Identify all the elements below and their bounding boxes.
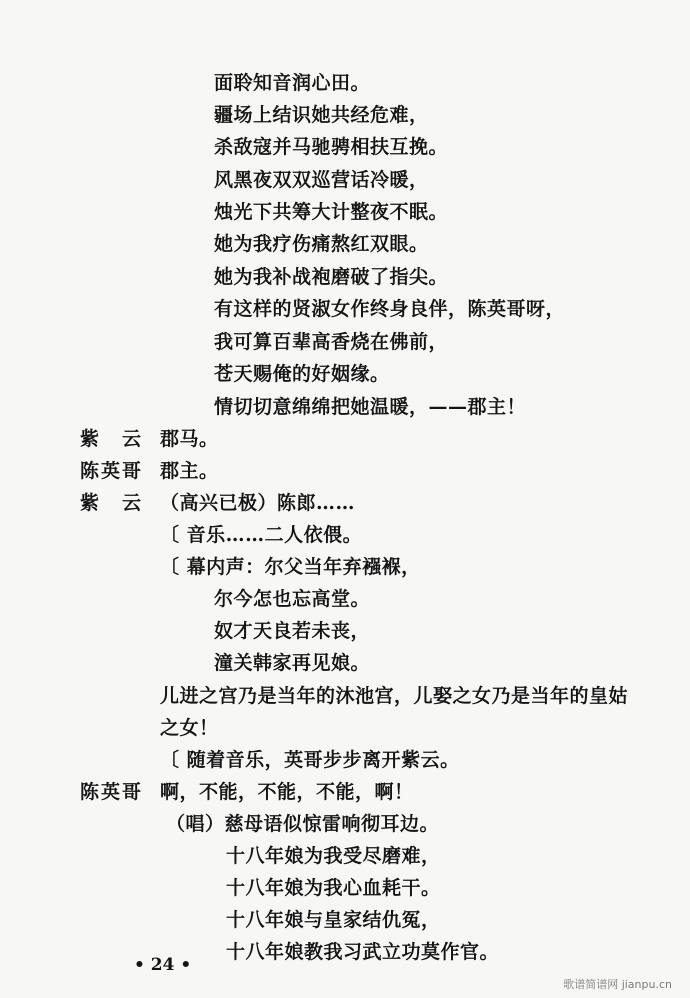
verse-line: 十八年娘为我心血耗干。 [226,877,441,899]
verse-line: 杀敌寇并马驰骋相扶互挽。 [214,136,449,158]
speaker-name: 陈英哥 [80,460,144,482]
dialogue-text: 郡马。 [160,428,219,450]
dialogue-text: 郡主。 [160,460,219,482]
verse-line: 疆场上结识她共经危难， [214,104,429,126]
verse-line: 情切切意绵绵把她温暖，——郡主！ [214,396,527,418]
offstage-verse: 潼关韩家再见娘。 [214,652,371,674]
verse-line: 我可算百辈高香烧在佛前， [214,331,449,353]
offstage-verse: 奴才天良若未丧， [214,620,371,642]
verse-line: 有这样的贤淑女作终身良伴，陈英哥呀， [214,298,566,320]
verse-line: 十八年娘与皇家结仇冤， [226,909,441,931]
speaker-name: 紫 云 [80,492,144,514]
watermark: 歌谱简谱网 jianpu.cn [563,978,672,991]
verse-line: 苍天赐俺的好姻缘。 [214,363,390,385]
offstage-verse: 尔今怎也忘高堂。 [214,588,371,610]
stage-direction: 〔 随着音乐，英哥步步离开紫云。 [160,749,460,771]
speaker-name: 紫 云 [80,428,144,450]
dialogue-text: （高兴已极）陈郎…… [160,492,356,514]
verse-line: 十八年娘教我习武立功莫作官。 [226,941,500,963]
stage-direction: 〔 音乐……二人依偎。 [160,524,363,546]
narration: 儿进之宫乃是当年的沐池宫，儿娶之女乃是当年的皇姑 [160,685,629,707]
narration: 之女！ [160,717,219,739]
verse-line: 风黑夜双双巡营话冷暖， [214,169,429,191]
sung-line: （唱）慈母语似惊雷响彻耳边。 [166,813,440,835]
dialogue-text: 啊，不能，不能，不能，啊！ [160,781,414,803]
verse-line: 她为我疗伤痛熬红双眼。 [214,233,429,255]
verse-line: 面聆知音润心田。 [214,72,371,94]
speaker-name: 陈英哥 [80,781,144,803]
verse-line: 烛光下共筹大计整夜不眠。 [214,201,449,223]
page-number: • 24 • [134,955,192,975]
stage-direction: 〔 幕内声：尔父当年弃襁褓， [160,556,421,578]
verse-line: 十八年娘为我受尽磨难， [226,845,441,867]
verse-line: 她为我补战袍磨破了指尖。 [214,266,449,288]
